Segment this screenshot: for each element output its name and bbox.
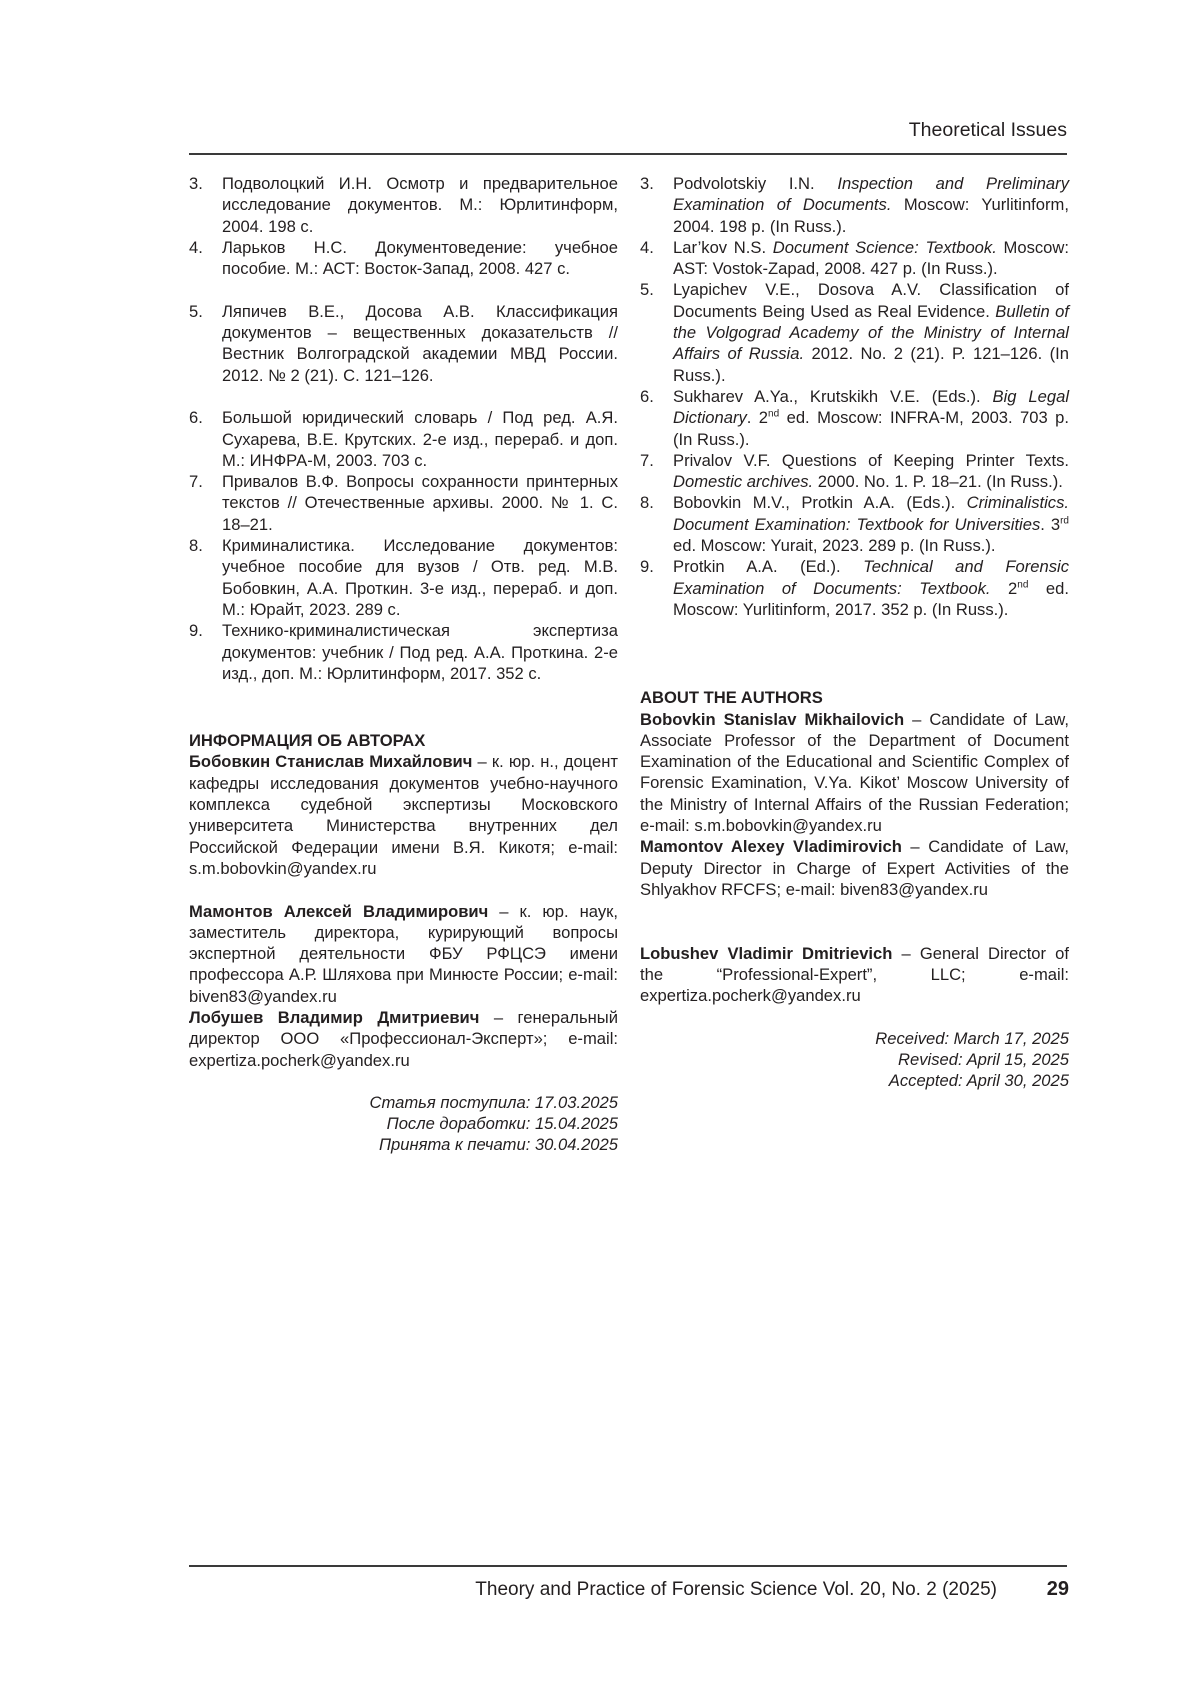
reference-list-ru <box>189 173 618 684</box>
reference-item: 4. Lar’kov N.S. Document Science: Textbook. Moscow: AST: Vostok-Zapad, 2008. 427 p. (In Russ.). <box>640 237 1069 280</box>
author-entry: Lobushev Vladimir Dmitrievich – General Director of the “Professional-Expert”, LLC; e-mail: expertiza.pocherk@yandex.ru <box>640 943 1069 1007</box>
article-dates-ru: Статья поступила: 17.03.2025 После доработки: 15.04.2025 Принята к печати: 30.04.2025 <box>189 1092 618 1156</box>
reference-item: 5. Lyapichev V.E., Dosova A.V. Classification of Documents Being Used as Real Evidence. Bulletin of the Volgograd Academy of the Ministry of Internal Affairs of Russia. 2012. No. 2 (21). P. 121–126. (In Russ.). <box>640 279 1069 385</box>
authors-info-ru <box>189 730 618 1156</box>
reference-list-en <box>640 173 1069 620</box>
reference-item: 9. Protkin A.A. (Ed.). Technical and Forensic Examination of Documents: Textbook. 2nd ed. Moscow: Yurlitinform, 2017. 352 p. (In Russ.). <box>640 556 1069 620</box>
authors-heading-en: ABOUT THE AUTHORS <box>640 687 1069 708</box>
journal-citation: Theory and Practice of Forensic Science Vol. 20, No. 2 (2025) <box>475 1579 997 1601</box>
author-entry: Mamontov Alexey Vladimirovich – Candidate of Law, Deputy Director in Charge of Expert Activities of the Shlyakhov RFCFS; e-mail: biven83@yandex.ru <box>640 836 1069 900</box>
russian-column <box>189 173 618 1156</box>
reference-item: 7. Privalov V.F. Questions of Keeping Printer Texts. Domestic archives. 2000. No. 1. P. 18–21. (In Russ.). <box>640 450 1069 493</box>
reference-item: 6. Большой юридический словарь / Под ред. А.Я. Сухарева, В.Е. Крутских. 2-е изд., перераб. и доп. М.: ИНФРА-М, 2003. 703 с. <box>189 407 618 471</box>
reference-item: 5. Ляпичев В.Е., Досова А.В. Классификация документов – вещественных доказательств // Вестник Волгоградской академии МВД России. 2012. № 2 (21). С. 121–126. <box>189 301 618 386</box>
authors-heading-ru: ИНФОРМАЦИЯ ОБ АВТОРАХ <box>189 730 618 751</box>
reference-item: 7. Привалов В.Ф. Вопросы сохранности принтерных текстов // Отечественные архивы. 2000. № 1. С. 18–21. <box>189 471 618 535</box>
page-number: 29 <box>1047 1578 1069 1601</box>
header-rule <box>189 153 1067 155</box>
reference-item: 6. Sukharev A.Ya., Krutskikh V.E. (Eds.). Big Legal Dictionary. 2nd ed. Moscow: INFRA-M, 2003. 703 p. (In Russ.). <box>640 386 1069 450</box>
article-dates-en: Received: March 17, 2025 Revised: April 15, 2025 Accepted: April 30, 2025 <box>640 1028 1069 1092</box>
author-entry: Bobovkin Stanislav Mikhailovich – Candidate of Law, Associate Professor of the Department of Document Examination of the Educational and Scientific Complex of Forensic Examination, V.Ya. Kikot’ Moscow University of the Ministry of Internal Affairs of the Russian Federation; e-mail: s.m.bobovkin@yandex.ru <box>640 709 1069 837</box>
english-column <box>640 173 1069 1092</box>
section-title: Theoretical Issues <box>909 119 1067 142</box>
reference-item: 9. Технико-криминалистическая экспертиза документов: учебник / Под ред. А.А. Проткина. 2-е изд., доп. М.: Юрлитинформ, 2017. 352 с. <box>189 620 618 684</box>
authors-info-en <box>640 687 1069 1091</box>
reference-item: 3. Podvolotskiy I.N. Inspection and Preliminary Examination of Documents. Moscow: Yurlitinform, 2004. 198 p. (In Russ.). <box>640 173 1069 237</box>
reference-item: 8. Bobovkin M.V., Protkin A.A. (Eds.). Criminalistics. Document Examination: Textbook for Universities. 3rd ed. Moscow: Yurait, 2023. 289 p. (In Russ.). <box>640 492 1069 556</box>
reference-item: 8. Криминалистика. Исследование документов: учебное пособие для вузов / Отв. ред. М.В. Бобовкин, А.А. Проткин. 3-е изд., перераб. и доп. М.: Юрайт, 2023. 289 с. <box>189 535 618 620</box>
author-entry: Мамонтов Алексей Владимирович – к. юр. наук, заместитель директора, курирующий вопросы экспертной деятельности ФБУ РФЦСЭ имени профессора А.Р. Шляхова при Минюсте России; e-mail: biven83@yandex.ru <box>189 901 618 1007</box>
author-entry: Бобовкин Станислав Михайлович – к. юр. н., доцент кафедры исследования документов учебно-научного комплекса судебной экспертизы Московского университета Министерства внутренних дел Российской Федерации имени В.Я. Кикотя; e-mail: s.m.bobovkin@yandex.ru <box>189 751 618 879</box>
author-entry: Лобушев Владимир Дмитриевич – генеральный директор ООО «Профессионал-Эксперт»; e-mail: expertiza.pocherk@yandex.ru <box>189 1007 618 1071</box>
reference-item: 4. Ларьков Н.С. Документоведение: учебное пособие. М.: АСТ: Восток-Запад, 2008. 427 с. <box>189 237 618 280</box>
footer-rule <box>189 1565 1067 1567</box>
reference-item: 3. Подволоцкий И.Н. Осмотр и предварительное исследование документов. М.: Юрлитинформ, 2004. 198 с. <box>189 173 618 237</box>
